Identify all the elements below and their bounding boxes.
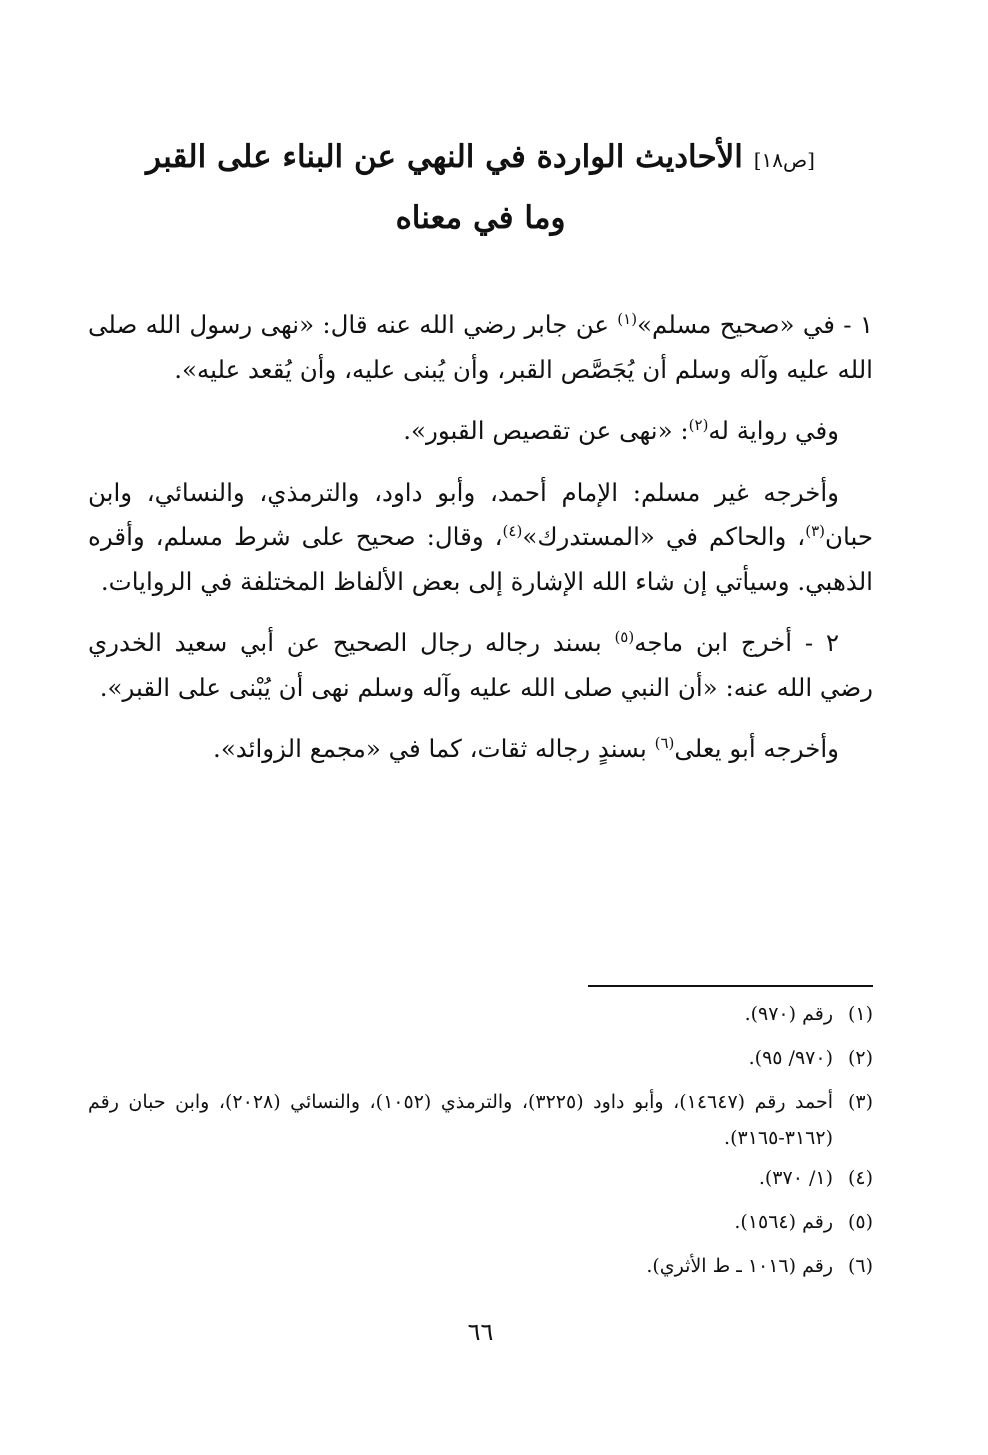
footnote-ref[interactable]: (٢)	[688, 415, 709, 434]
text-segment: وفي رواية له	[708, 416, 839, 445]
footnote-item	[88, 1040, 873, 1076]
footnote-text: (١/ ٣٧٠).	[758, 1167, 833, 1189]
text-segment: ١ - في «صحيح مسلم»	[637, 310, 873, 339]
footnote-ref[interactable]: (٥)	[614, 627, 635, 646]
main-text	[88, 303, 873, 789]
footnote-text: (٩٧٠/ ٩٥).	[748, 1047, 833, 1069]
text-segment: : «نهى عن تقصيص القبور».	[403, 416, 689, 445]
footnote-item	[88, 1160, 873, 1196]
footnote-text: رقم (١٠١٦ ـ ط الأثري).	[646, 1255, 833, 1277]
footnote-number: (٦)	[847, 1255, 873, 1277]
text-segment: وأخرجه غير مسلم: الإمام أحمد، وأبو داود، والترمذي، والنسائي، وابن حبان	[88, 477, 873, 551]
footnote-number: (١)	[847, 1003, 873, 1025]
footnote-ref[interactable]: (٦)	[654, 733, 675, 752]
footnote-text: رقم (٩٧٠).	[744, 1003, 833, 1025]
abu-yala-paragraph	[88, 727, 873, 772]
footnote-divider	[588, 985, 873, 987]
footnote-ref[interactable]: (١)	[617, 309, 638, 328]
text-segment: ، والحاكم في «المستدرك»	[522, 522, 806, 551]
footnote-text: رقم (١٥٦٤).	[734, 1211, 833, 1233]
footnote-item	[88, 996, 873, 1032]
heading-title: الأحاديث الواردة في النهي عن البناء على القبر	[146, 139, 743, 175]
narration-paragraph	[88, 409, 873, 454]
text-segment: وأخرجه أبو يعلى	[674, 734, 839, 763]
footnote-ref[interactable]: (٤)	[502, 521, 523, 540]
text-segment: ، وقال: صحيح على شرط مسلم، وأقره الذهبي. وسيأتي إن شاء الله الإشارة إلى بعض الألفاظ المختلفة في الروايات.	[88, 522, 873, 596]
page-marker: [ص١٨]	[753, 148, 815, 172]
footnotes-list	[88, 996, 873, 1292]
text-segment: ٢ - أخرج ابن ماجه	[634, 628, 839, 657]
footnote-text: أحمد رقم (١٤٦٤٧)، وأبو داود (٣٢٢٥)، والترمذي (١٠٥٢)، والنسائي (٢٠٢٨)، وابن حبان رقم (٣١٦٢-٣١٦٥).	[88, 1091, 833, 1149]
page-number: ٦٦	[467, 1318, 494, 1346]
text-segment: بسند رجاله رجال الصحيح عن أبي سعيد الخدري رضي الله عنه: «أن النبي صلى الله عليه وآله وسلم نهى أن يُبْنى على القبر».	[88, 628, 873, 702]
footnote-item	[88, 1204, 873, 1240]
footnote-ref[interactable]: (٣)	[805, 521, 825, 540]
hadith-paragraph-2	[88, 621, 873, 710]
text-segment: عن جابر رضي الله عنه قال: «نهى رسول الله صلى الله عليه وآله وسلم أن يُجَصَّص القبر، وأن يُبنى عليه، وأن يُقعد عليه».	[88, 310, 873, 384]
footnote-number: (٣)	[847, 1091, 873, 1113]
sources-paragraph	[88, 471, 873, 605]
footnote-number: (٥)	[847, 1211, 873, 1233]
footnote-number: (٢)	[847, 1047, 873, 1069]
heading-line-2: وما في معناه	[395, 200, 566, 236]
book-page	[88, 0, 873, 1455]
footnote-item	[88, 1084, 873, 1156]
heading-line-1	[88, 128, 873, 189]
text-segment: بسندٍ رجاله ثقات، كما في «مجمع الزوائد».	[213, 734, 655, 763]
footnote-number: (٤)	[847, 1167, 873, 1189]
footnote-item	[88, 1248, 873, 1284]
chapter-heading	[88, 128, 873, 247]
hadith-paragraph-1	[88, 303, 873, 392]
